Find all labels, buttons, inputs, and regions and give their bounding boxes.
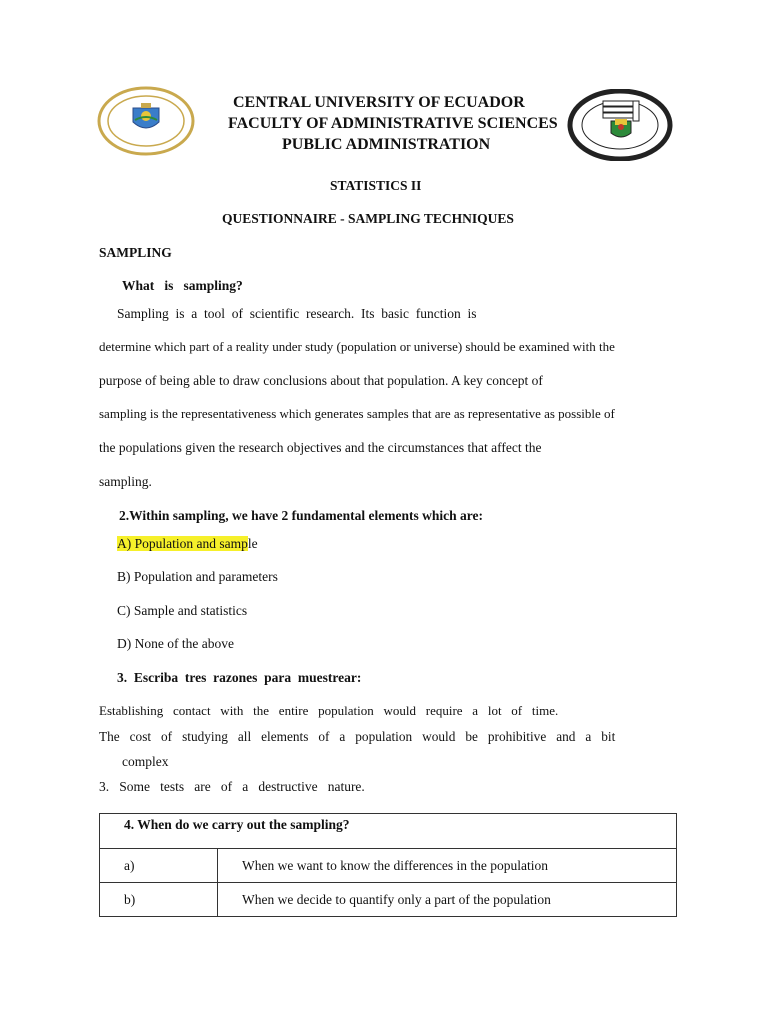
question-1: What is sampling? <box>122 278 243 293</box>
answer-1-line-1: Sampling is a tool of scientific research. Its basic function is <box>117 306 477 321</box>
option-c: C) Sample and statistics <box>117 603 248 618</box>
row-text: When we decide to quantify only a part of the population <box>218 883 677 917</box>
course-title: STATISTICS II <box>330 178 422 193</box>
question-3: 3. Escriba tres razones para muestrear: <box>117 670 362 685</box>
question-4: 4. When do we carry out the sampling? <box>100 814 677 849</box>
row-text: When we want to know the differences in the population <box>218 849 677 883</box>
option-b: B) Population and parameters <box>117 569 278 584</box>
row-label: a) <box>100 849 218 883</box>
answer-1-line-3: purpose of being able to draw conclusions about that population. A key concept of <box>99 373 543 388</box>
answer-1-line-2: determine which part of a reality under study (population or universe) should be examined with the <box>99 339 615 354</box>
reason-1: Establishing contact with the entire population would require a lot of time. <box>99 703 559 718</box>
table-row <box>100 849 677 883</box>
option-a <box>117 536 258 552</box>
program-name: PUBLIC ADMINISTRATION <box>282 136 491 153</box>
highlighted-answer: A) Population and samp <box>117 536 248 551</box>
reason-2: The cost of studying all elements of a population would be prohibitive and a bit <box>99 729 616 744</box>
table-row <box>100 883 677 917</box>
faculty-seal-logo <box>567 89 673 161</box>
reason-3: 3. Some tests are of a destructive nature. <box>99 779 365 794</box>
row-label: b) <box>100 883 218 917</box>
document-title: QUESTIONNAIRE - SAMPLING TECHNIQUES <box>222 211 514 226</box>
answer-1-line-4: sampling is the representativeness which generates samples that are as representative as possible of <box>99 406 615 421</box>
answer-1-line-6: sampling. <box>99 474 152 489</box>
question-4-table <box>99 813 677 917</box>
university-name: CENTRAL UNIVERSITY OF ECUADOR <box>233 94 525 111</box>
university-seal-logo <box>97 86 195 156</box>
section-title: SAMPLING <box>99 245 172 260</box>
faculty-name: FACULTY OF ADMINISTRATIVE SCIENCES <box>228 115 558 132</box>
option-a-rest: le <box>247 536 258 551</box>
answer-1-line-5: the populations given the research objectives and the circumstances that affect the <box>99 440 542 455</box>
reason-2-continued: complex <box>122 754 169 769</box>
option-d: D) None of the above <box>117 636 234 651</box>
question-2: 2.Within sampling, we have 2 fundamental elements which are: <box>119 508 484 523</box>
table-header-row <box>100 814 677 849</box>
